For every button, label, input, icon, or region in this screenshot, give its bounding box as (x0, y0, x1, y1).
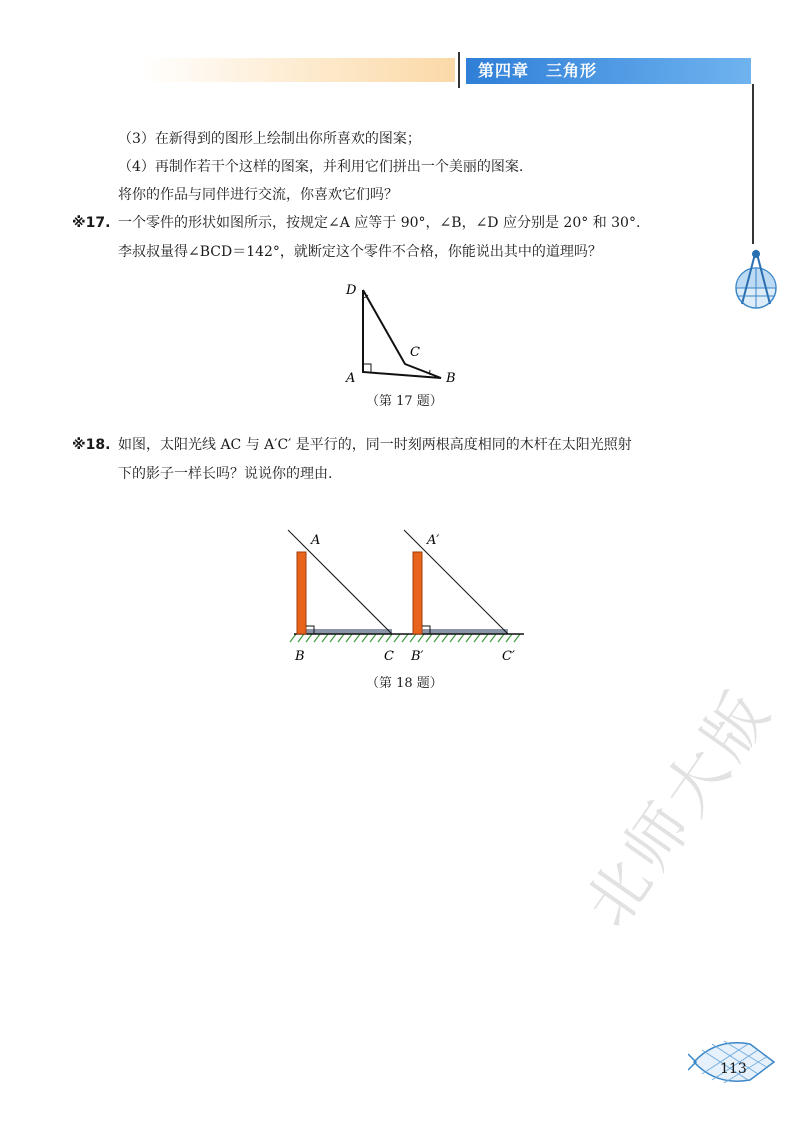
problem-18-line-2: 下的影子一样长吗？说说你的理由. (118, 466, 333, 482)
fig17-label-B: B (446, 371, 456, 386)
fig17-caption: （第 17 题） (366, 394, 443, 409)
watermark: 北师大版 (570, 674, 787, 940)
problem-17-line-2: 李叔叔量得∠BCD＝142°，就断定这个零件不合格，你能说出其中的道理吗？ (118, 244, 602, 260)
fig18-label-A: A (311, 533, 321, 548)
fig17-label-A: A (346, 371, 356, 386)
fig18-pole-1 (297, 552, 306, 634)
chapter-header (466, 58, 751, 84)
problem-17-line-1: 一个零件的形状如图所示，按规定∠A 应等于 90°，∠B，∠D 应分别是 20° 和 30°. (118, 215, 641, 231)
fig18-label-A2: A′ (427, 533, 440, 548)
fig17-label-D: D (346, 283, 357, 298)
fig18-pole-2 (413, 552, 422, 634)
side-rule (752, 84, 754, 244)
figure-18 (280, 522, 530, 670)
figure-17 (330, 278, 470, 388)
problem-18-line-1: 如图，太阳光线 AC 与 A′C′ 是平行的，同一时刻两根高度相同的木杆在太阳光照射 (118, 437, 632, 453)
item-4-text: （4）再制作若干个这样的图案，并利用它们拼出一个美丽的图案. (118, 159, 524, 175)
header-decoration (140, 58, 455, 82)
share-text: 将你的作品与同伴进行交流，你喜欢它们吗？ (118, 187, 398, 203)
item-3-text: （3）在新得到的图形上绘制出你所喜欢的图案； (118, 131, 421, 147)
fig18-ground-hatch (290, 634, 520, 642)
problem-18-number: ※18. (72, 437, 111, 453)
compass-icon (728, 246, 784, 310)
fig18-caption: （第 18 题） (366, 676, 443, 691)
problem-17-number: ※17. (72, 215, 111, 231)
fig18-label-B2: B′ (411, 649, 424, 664)
fig17-right-angle-A (363, 364, 371, 372)
fig17-label-C: C (410, 345, 420, 360)
header-divider (458, 52, 460, 88)
fig18-label-C2: C′ (502, 649, 515, 664)
page-number: 113 (720, 1061, 747, 1077)
chapter-title: 第四章 三角形 (478, 61, 598, 80)
fig17-part-outline (363, 290, 441, 378)
fig18-label-B: B (295, 649, 305, 664)
fig18-label-C: C (384, 649, 394, 664)
